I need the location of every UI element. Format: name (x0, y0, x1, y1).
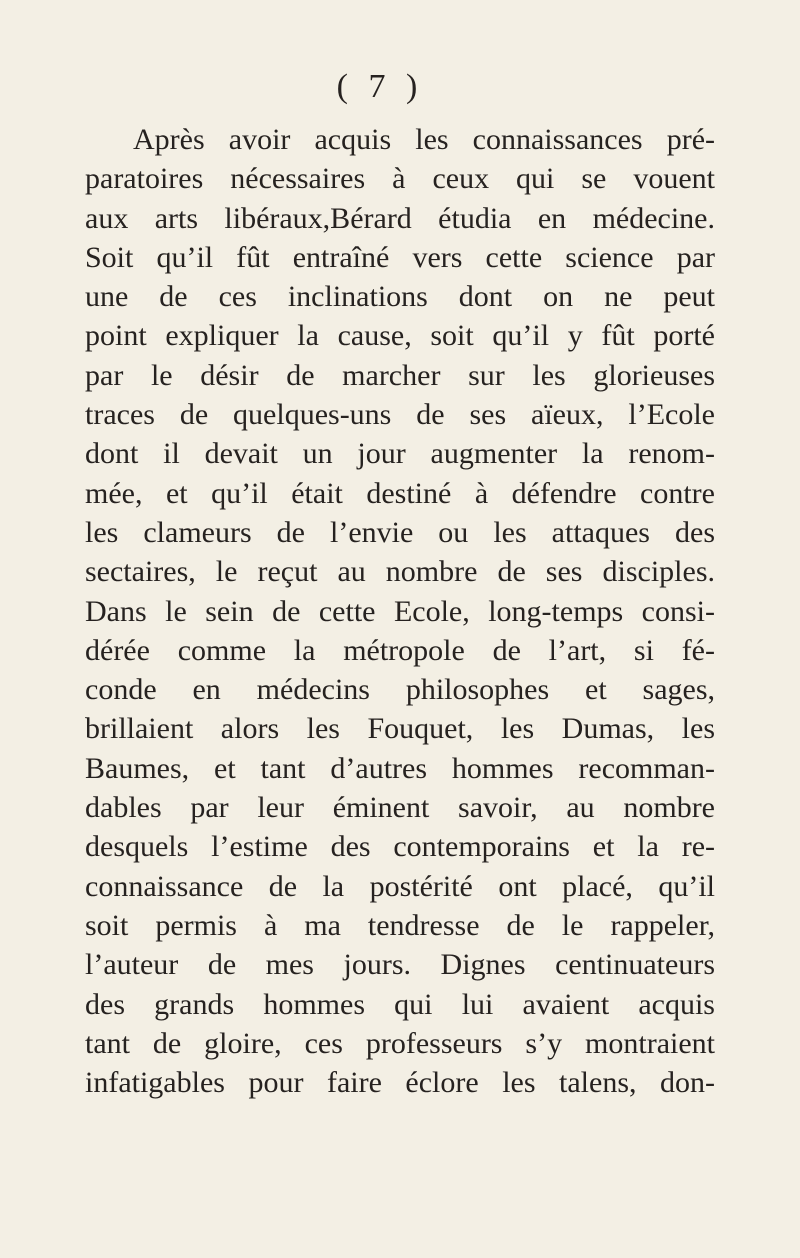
text-line: Soit qu’il fût entraîné vers cette science par (85, 240, 715, 274)
body-text (85, 120, 715, 1102)
text-line: brillaient alors les Fouquet, les Dumas, les (85, 712, 715, 746)
text-line: Dans le sein de cette Ecole, long-temps consi- (85, 594, 715, 628)
text-line: conde en médecins philosophes et sages, (85, 673, 715, 707)
text-line: dables par leur éminent savoir, au nombre (85, 791, 715, 825)
text-line: sectaires, le reçut au nombre de ses disciples. (85, 555, 715, 589)
text-line: une de ces inclinations dont on ne peut (85, 280, 715, 314)
text-line: l’auteur de mes jours. Dignes centinuateurs (85, 948, 715, 982)
text-line: les clameurs de l’envie ou les attaques des (85, 515, 715, 549)
text-line: aux arts libéraux,Bérard étudia en médecine. (85, 201, 715, 235)
text-line: tant de gloire, ces professeurs s’y montraient (85, 1026, 715, 1060)
text-line: soit permis à ma tendresse de le rappeler, (85, 908, 715, 942)
text-line: point expliquer la cause, soit qu’il y fût porté (85, 319, 715, 353)
text-line: Baumes, et tant d’autres hommes recomman- (85, 751, 715, 785)
text-line: dont il devait un jour augmenter la renom- (85, 437, 715, 471)
text-line: Après avoir acquis les connaissances pré- (133, 123, 715, 156)
text-line: traces de quelques-uns de ses aïeux, l’Ecole (85, 398, 715, 432)
text-line: mée, et qu’il était destiné à défendre contre (85, 476, 715, 510)
text-line: desquels l’estime des contemporains et la re- (85, 830, 715, 864)
text-line: paratoires nécessaires à ceux qui se vouent (85, 162, 715, 196)
text-line: connaissance de la postérité ont placé, qu’il (85, 869, 715, 903)
text-line: infatigables pour faire éclore les talens, don- (85, 1066, 715, 1100)
text-line: dérée comme la métropole de l’art, si fé- (85, 633, 715, 667)
page-number: ( 7 ) (336, 68, 424, 105)
text-line: par le désir de marcher sur les glorieuses (85, 358, 715, 392)
text-line: des grands hommes qui lui avaient acquis (85, 987, 715, 1021)
